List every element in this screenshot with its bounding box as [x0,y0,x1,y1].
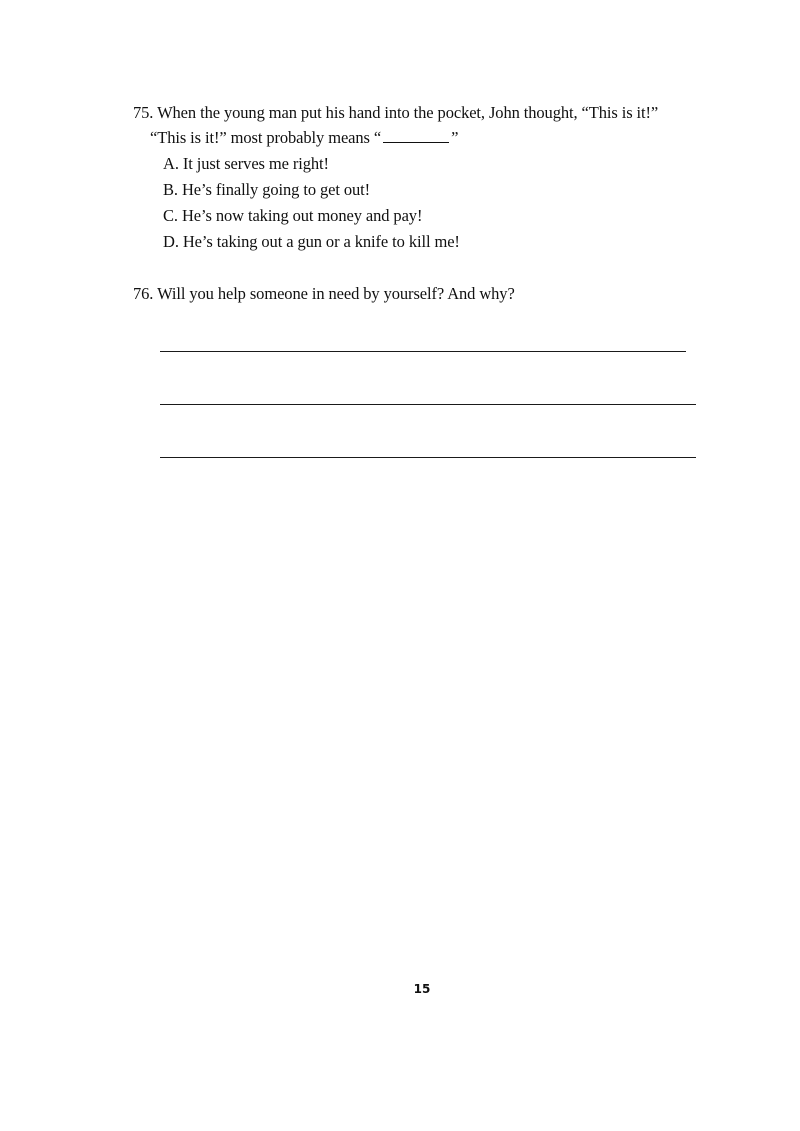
option-b[interactable]: B. He’s finally going to get out! [163,180,371,199]
page-number: 15 [413,982,431,996]
answer-line-3[interactable] [160,457,696,458]
fill-in-blank[interactable] [383,128,449,143]
question-75-text: When the young man put his hand into the pocket, John thought, “This is it!” [157,103,659,122]
answer-line-2[interactable] [160,404,696,405]
question-76-number: 76. [133,284,154,303]
question-75-number: 75. [133,103,154,122]
option-d[interactable]: D. He’s taking out a gun or a knife to kill me! [163,232,460,251]
question-75-prefix: “This is it!” most probably means “ [150,128,382,147]
answer-line-1[interactable] [160,351,686,352]
option-a[interactable]: A. It just serves me right! [163,154,329,173]
question-75-stem-line1 [133,103,658,123]
option-c[interactable]: C. He’s now taking out money and pay! [163,206,423,225]
question-76-stem [133,284,515,304]
question-75-suffix: ” [451,128,459,147]
question-76-text: Will you help someone in need by yourself? And why? [157,284,515,303]
question-75-stem-line2 [150,128,458,148]
